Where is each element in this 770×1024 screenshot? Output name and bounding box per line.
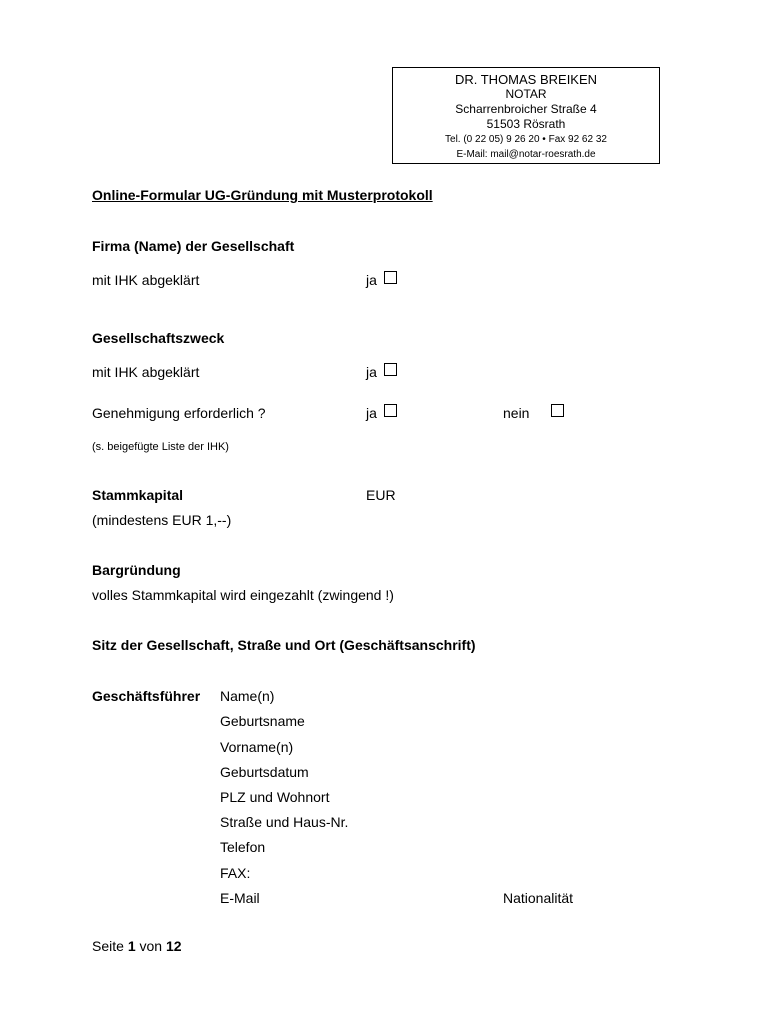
firma-ihk-ja-checkbox[interactable]	[384, 271, 397, 284]
stammkapital-heading: Stammkapital	[92, 487, 184, 503]
form-title: Online-Formular UG-Gründung mit Musterprotokoll	[92, 187, 433, 203]
total-pages: 12	[165, 938, 182, 954]
gf-field-vorname: Vorname(n)	[220, 739, 294, 755]
gf-field-name: Name(n)	[220, 688, 275, 704]
notary-email: E-Mail: mail@notar-roesrath.de	[456, 149, 596, 160]
gf-field-strasse: Straße und Haus-Nr.	[220, 814, 349, 830]
genehmigung-label: Genehmigung erforderlich ?	[92, 405, 266, 421]
stammkapital-currency: EUR	[366, 487, 396, 503]
notary-name: DR. THOMAS BREIKEN	[454, 72, 598, 87]
genehmigung-nein-label: nein	[503, 405, 530, 421]
sitz-heading: Sitz der Gesellschaft, Straße und Ort (Geschäftsanschrift)	[92, 637, 476, 653]
gf-field-fax: FAX:	[220, 865, 251, 881]
ihk-list-note: (s. beigefügte Liste der IHK)	[92, 441, 229, 453]
page-number	[92, 938, 182, 954]
notary-letterhead	[392, 67, 660, 164]
notary-phone-fax: Tel. (0 22 05) 9 26 20 • Fax 92 62 32	[445, 134, 607, 145]
current-page: 1	[127, 938, 136, 954]
notary-city: 51503 Rösrath	[486, 117, 566, 131]
geschaeftsfuehrer-heading: Geschäftsführer	[92, 688, 201, 704]
bargruendung-heading: Bargründung	[92, 562, 181, 578]
zweck-ja-label: ja	[366, 364, 377, 380]
gf-field-plz-wohnort: PLZ und Wohnort	[220, 789, 330, 805]
genehmigung-nein-checkbox[interactable]	[551, 404, 564, 417]
genehmigung-ja-label: ja	[366, 405, 377, 421]
notary-title: NOTAR	[505, 87, 547, 101]
firma-ihk-label: mit IHK abgeklärt	[92, 272, 200, 288]
gf-field-telefon: Telefon	[220, 839, 266, 855]
bargruendung-text: volles Stammkapital wird eingezahlt (zwingend !)	[92, 587, 394, 603]
gf-field-geburtsname: Geburtsname	[220, 713, 305, 729]
firma-heading: Firma (Name) der Gesellschaft	[92, 238, 295, 254]
notary-street: Scharrenbroicher Straße 4	[455, 102, 597, 116]
page-prefix: Seite	[92, 938, 128, 954]
stammkapital-note: (mindestens EUR 1,--)	[92, 512, 232, 528]
zweck-heading: Gesellschaftszweck	[92, 330, 225, 346]
gf-field-email: E-Mail	[220, 890, 260, 906]
gf-field-nationalitaet: Nationalität	[503, 890, 574, 906]
zweck-ihk-ja-checkbox[interactable]	[384, 363, 397, 376]
firma-ja-label: ja	[366, 272, 377, 288]
gf-field-geburtsdatum: Geburtsdatum	[220, 764, 309, 780]
genehmigung-ja-checkbox[interactable]	[384, 404, 397, 417]
page-middle: von	[135, 938, 166, 954]
zweck-ihk-label: mit IHK abgeklärt	[92, 364, 200, 380]
